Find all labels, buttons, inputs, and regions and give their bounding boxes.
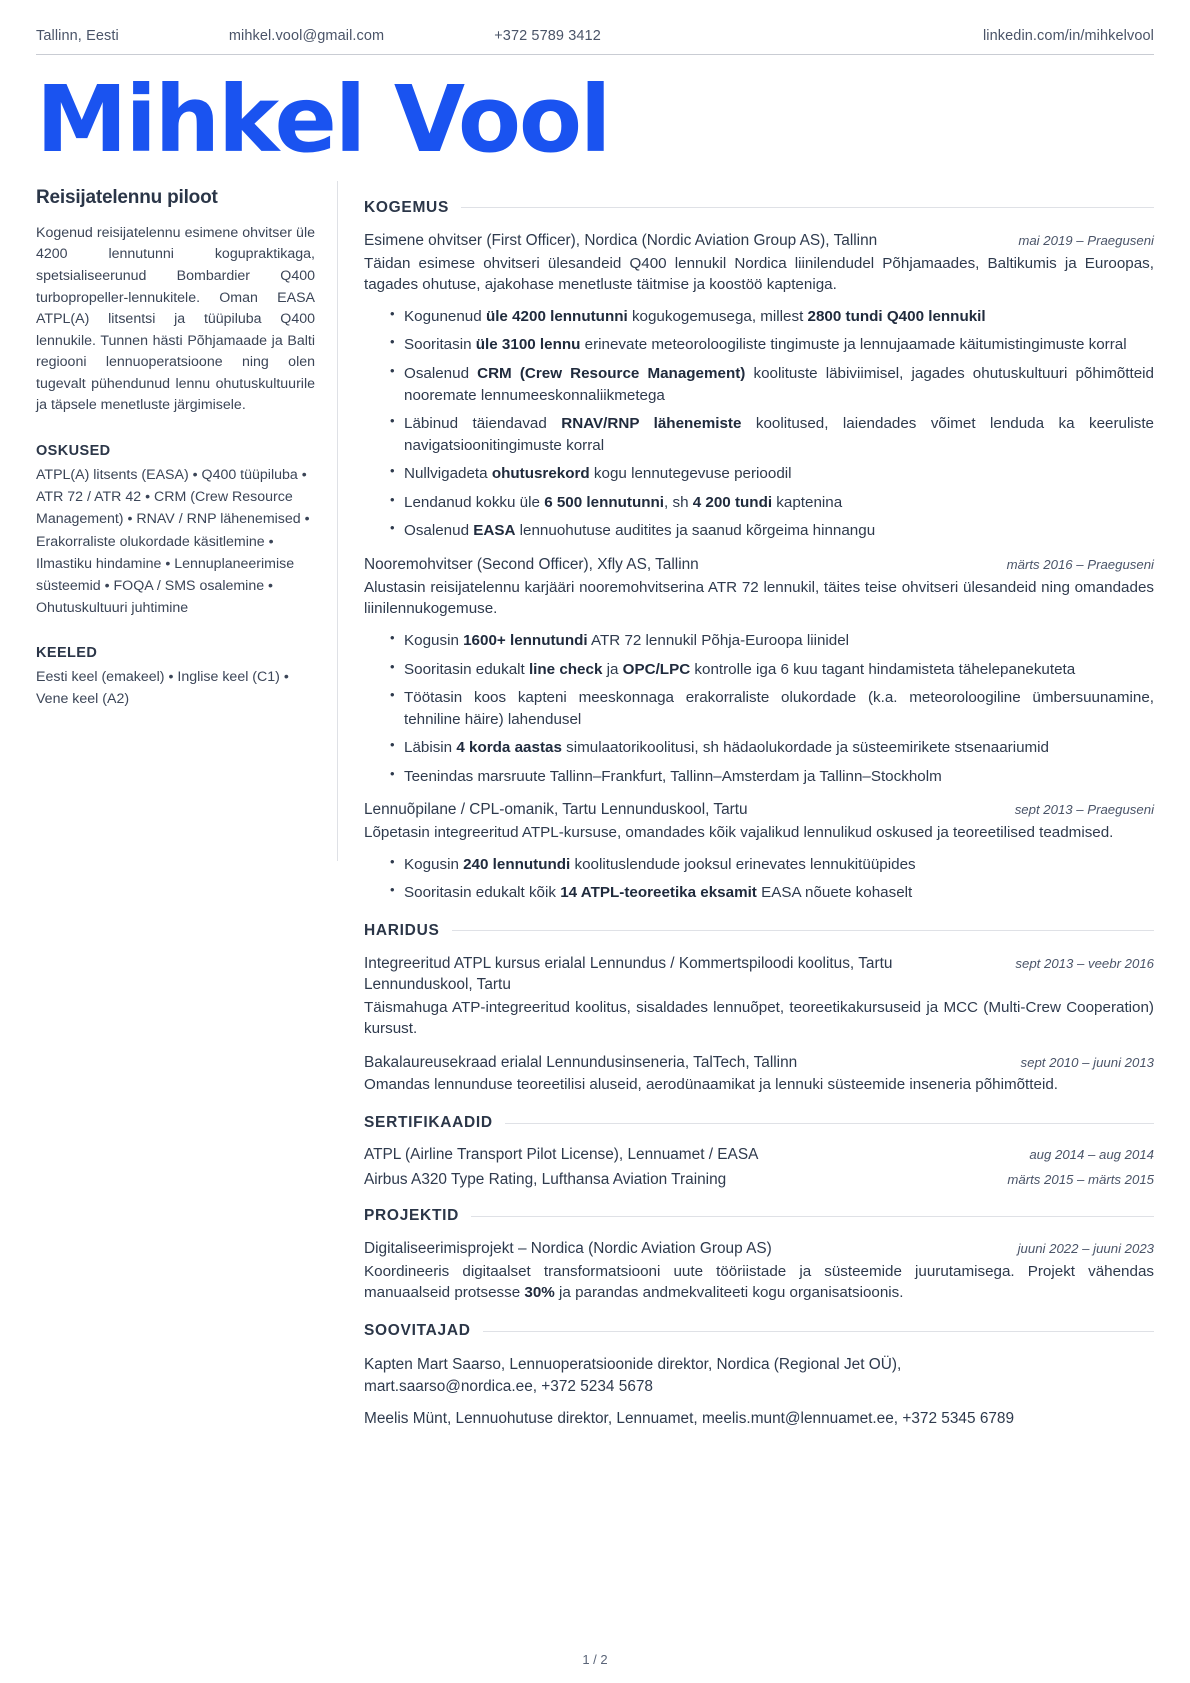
entry-date: märts 2016 – Praeguseni xyxy=(1006,556,1154,572)
entry-date: sept 2010 – juuni 2013 xyxy=(1020,1054,1154,1070)
entry xyxy=(364,1053,1154,1096)
entry-title: Nooremohvitser (Second Officer), Xfly AS, Tallinn xyxy=(364,555,699,573)
entry-header xyxy=(364,1053,1154,1074)
certificate-row xyxy=(364,1171,1154,1189)
page-title: Mihkel Vool xyxy=(36,66,610,173)
experience-heading-label: KOGEMUS xyxy=(364,198,449,216)
section-projects xyxy=(364,1207,1154,1304)
page-number: 1 / 2 xyxy=(582,1652,608,1667)
entry-bullets xyxy=(364,630,1154,787)
contact-email[interactable]: mihkel.vool@gmail.com xyxy=(228,28,385,44)
contact-location: Tallinn, Eesti xyxy=(36,28,119,44)
languages-text: Eesti keel (emakeel) • Inglise keel (C1) • Vene keel (A2) xyxy=(36,669,289,708)
projects-list xyxy=(364,1239,1154,1304)
entry-header xyxy=(364,1239,1154,1260)
entry-header xyxy=(364,231,1154,252)
certificate-name: ATPL (Airline Transport Pilot License), Lennuamet / EASA xyxy=(364,1146,759,1164)
entry-date: sept 2013 – Praeguseni xyxy=(1014,802,1154,818)
section-references xyxy=(364,1322,1154,1430)
bullet-item: • Läbinud täiendavad RNAV/RNP lähenemiste koolitused, laiendades võimet lenduda ka keeruliste navigatsioonitingimuste korral xyxy=(390,413,1154,456)
reference-line: Meelis Münt, Lennuohutuse direktor, Lennuamet, meelis.munt@lennuamet.ee, +372 5345 6789 xyxy=(364,1409,1015,1427)
skills-heading: OSKUSED xyxy=(36,443,111,460)
bullet-item: • Sooritasin edukalt line check ja OPC/LPC kontrolle iga 6 kuu tagant hindamisteta tähelepanekuteta xyxy=(390,659,1154,681)
entry xyxy=(364,954,1154,1040)
body-columns xyxy=(0,181,1190,1440)
heading-rule xyxy=(471,1216,1154,1217)
bullet-item: • Läbisin 4 korda aastas simulaatorikoolitusi, sh hädaolukordade ja süsteemirikete stsenaariumid xyxy=(390,737,1154,759)
languages-heading: KEELED xyxy=(36,645,98,662)
name-block xyxy=(0,55,1190,173)
entry-description: Täidan esimese ohvitseri ülesandeid Q400 lennukil Nordica liinilendudel Põhjamaades, Baltikumis ja Euroopas, tagades ohutuse, ajakohase menetluste täitmise ja koostöö kapteniga. xyxy=(364,254,1154,294)
references-heading-label: SOOVITAJAD xyxy=(364,1322,471,1340)
bullet-item: • Töötasin koos kapteni meeskonnaga erakorraliste olukordade (k.a. meteoroloogiline ümbersuunamine, tehniline häire) lahendusel xyxy=(390,687,1154,730)
education-heading-label: HARIDUS xyxy=(364,921,440,939)
entry xyxy=(364,231,1154,542)
skills-text: ATPL(A) litsents (EASA) • Q400 tüüpiluba • ATR 72 / ATR 42 • CRM (Crew Resource Management) • RNAV / RNP lähenemised • Erakorraliste olukordade käsitlemine • Ilmastiku hindamine • Lennuplaneerimise süsteemid • FOQA / SMS osalemine • Ohutuskultuuri juhtimine xyxy=(36,467,310,616)
references-list xyxy=(364,1354,1154,1430)
section-experience xyxy=(364,199,1154,904)
certificate-date: märts 2015 – märts 2015 xyxy=(1007,1172,1154,1188)
entry-bullets xyxy=(364,306,1154,542)
sidebar xyxy=(36,181,338,861)
bullet-item: • Kogunenud üle 4200 lennutunni kogukogemusega, millest 2800 tundi Q400 lennukil xyxy=(390,306,1154,328)
heading-rule xyxy=(505,1123,1154,1124)
entry-description: Koordineeris digitaalset transformatsiooni uute tööriistade ja süsteemide juurutamisega. Projekt vähendas manuaalseid protsesse 30% ja parandas andmekvaliteeti kogu organisatsioonis. xyxy=(364,1262,1154,1302)
entry xyxy=(364,800,1154,904)
heading-rule xyxy=(452,930,1154,931)
bullet-item: • Lendanud kokku üle 6 500 lennutunni, sh 4 200 tundi kaptenina xyxy=(390,492,1154,514)
section-education xyxy=(364,922,1154,1096)
reference-line: Kapten Mart Saarso, Lennuoperatsioonide direktor, Nordica (Regional Jet OÜ), xyxy=(364,1356,902,1374)
entry-description: Lõpetasin integreeritud ATPL-kursuse, omandades kõik vajalikud lennulikud oskused ja teoreetilised teadmised. xyxy=(364,824,1114,842)
experience-list xyxy=(364,231,1154,904)
reference-item xyxy=(364,1354,1154,1398)
entry-header xyxy=(364,555,1154,576)
projects-heading xyxy=(364,1207,1154,1225)
certificate-date: aug 2014 – aug 2014 xyxy=(1029,1147,1154,1163)
heading-rule xyxy=(483,1331,1154,1332)
entry-title: Bakalaureusekraad erialal Lennundusinseneria, TalTech, Tallinn xyxy=(364,1053,798,1071)
bullet-item: • Teenindas marsruute Tallinn–Frankfurt, Tallinn–Amsterdam ja Tallinn–Stockholm xyxy=(390,766,1154,788)
certificates-heading-label: SERTIFIKAADID xyxy=(364,1114,493,1132)
heading-rule xyxy=(461,207,1154,208)
entry-date: sept 2013 – veebr 2016 xyxy=(1015,955,1154,971)
contact-bar xyxy=(0,0,1190,54)
certificates-list xyxy=(364,1146,1154,1189)
bullet-item: • Osalenud EASA lennuohutuse auditites ja saanud kõrgeima hinnangu xyxy=(390,520,1154,542)
certificate-name: Airbus A320 Type Rating, Lufthansa Aviation Training xyxy=(364,1171,727,1189)
experience-heading xyxy=(364,199,1154,217)
entry-title: Integreeritud ATPL kursus erialal Lennundus / Kommertspiloodi koolitus, Tartu Lennunduskool, Tartu xyxy=(364,954,893,993)
entry-title: Lennuõpilane / CPL-omanik, Tartu Lennunduskool, Tartu xyxy=(364,801,748,819)
role-title: Reisijatelennu piloot xyxy=(36,186,218,208)
entry-header xyxy=(364,954,1154,996)
projects-heading-label: PROJEKTID xyxy=(364,1207,460,1225)
entry xyxy=(364,1239,1154,1304)
bullet-item: • Kogusin 240 lennutundi koolituslendude jooksul erinevates lennukitüüpides xyxy=(390,854,1154,876)
entry-date: juuni 2022 – juuni 2023 xyxy=(1017,1241,1154,1257)
entry xyxy=(364,555,1154,787)
main-content xyxy=(338,181,1154,1440)
summary-text: Kogenud reisijatelennu esimene ohvitser üle 4200 lennutunni kogupraktikaga, spetsialiseerunud Bombardier Q400 turbopropeller-lennukitele. Oman EASA ATPL(A) litsentsi ja tüüpiluba Q400 lennukile. Tunnen hästi Põhjamaade ja Balti regiooni lennuoperatsioone ning olen tugevalt pühendunud lennu ohutuskultuurile ja täpsele menetluste järgimisele. xyxy=(36,224,315,414)
contact-linkedin[interactable]: linkedin.com/in/mihkelvool xyxy=(982,28,1154,44)
entry-header xyxy=(364,800,1154,821)
section-certificates xyxy=(364,1114,1154,1189)
bullet-item: • Kogusin 1600+ lennutundi ATR 72 lennukil Põhja-Euroopa liinidel xyxy=(390,630,1154,652)
entry-title: Digitaliseerimisprojekt – Nordica (Nordic Aviation Group AS) xyxy=(364,1240,772,1258)
reference-line: mart.saarso@nordica.ee, +372 5234 5678 xyxy=(364,1377,653,1395)
entry-bullets xyxy=(364,854,1154,904)
education-list xyxy=(364,954,1154,1096)
bullet-item: • Osalenud CRM (Crew Resource Management) koolituste läbiviimisel, jagades ohutuskultuuri põhimõtteid nooremate lennumeeskonnaliikmetega xyxy=(390,363,1154,406)
entry-description: Alustasin reisijatelennu karjääri nooremohvitserina ATR 72 lennukil, täites teise ohvitseri ülesandeid ning omandades liinilennukogemuse. xyxy=(364,578,1154,618)
certificates-heading xyxy=(364,1114,1154,1132)
entry-description: Omandas lennunduse teoreetilisi aluseid, aerodünaamikat ja lennuki süsteemide inseneria põhimõtteid. xyxy=(364,1076,1058,1094)
entry-title: Esimene ohvitser (First Officer), Nordica (Nordic Aviation Group AS), Tallinn xyxy=(364,231,878,249)
bullet-item: • Sooritasin üle 3100 lennu erinevate meteoroloogiliste tingimuste ja lennujaamade käitumistingimuste korral xyxy=(390,334,1154,356)
bullet-item: • Sooritasin edukalt kõik 14 ATPL-teoreetika eksamit EASA nõuete kohaselt xyxy=(390,882,1154,904)
reference-item xyxy=(364,1408,1154,1430)
education-heading xyxy=(364,922,1154,940)
certificate-row xyxy=(364,1146,1154,1164)
references-heading xyxy=(364,1322,1154,1340)
contact-phone[interactable]: +372 5789 3412 xyxy=(494,28,601,44)
entry-date: mai 2019 – Praeguseni xyxy=(1018,232,1154,248)
bullet-item: • Nullvigadeta ohutusrekord kogu lennutegevuse perioodil xyxy=(390,463,1154,485)
entry-description: Täismahuga ATP-integreeritud koolitus, sisaldades lennuõpet, teoreetikakursuseid ja MCC (Multi-Crew Cooperation) kursust. xyxy=(364,998,1154,1038)
